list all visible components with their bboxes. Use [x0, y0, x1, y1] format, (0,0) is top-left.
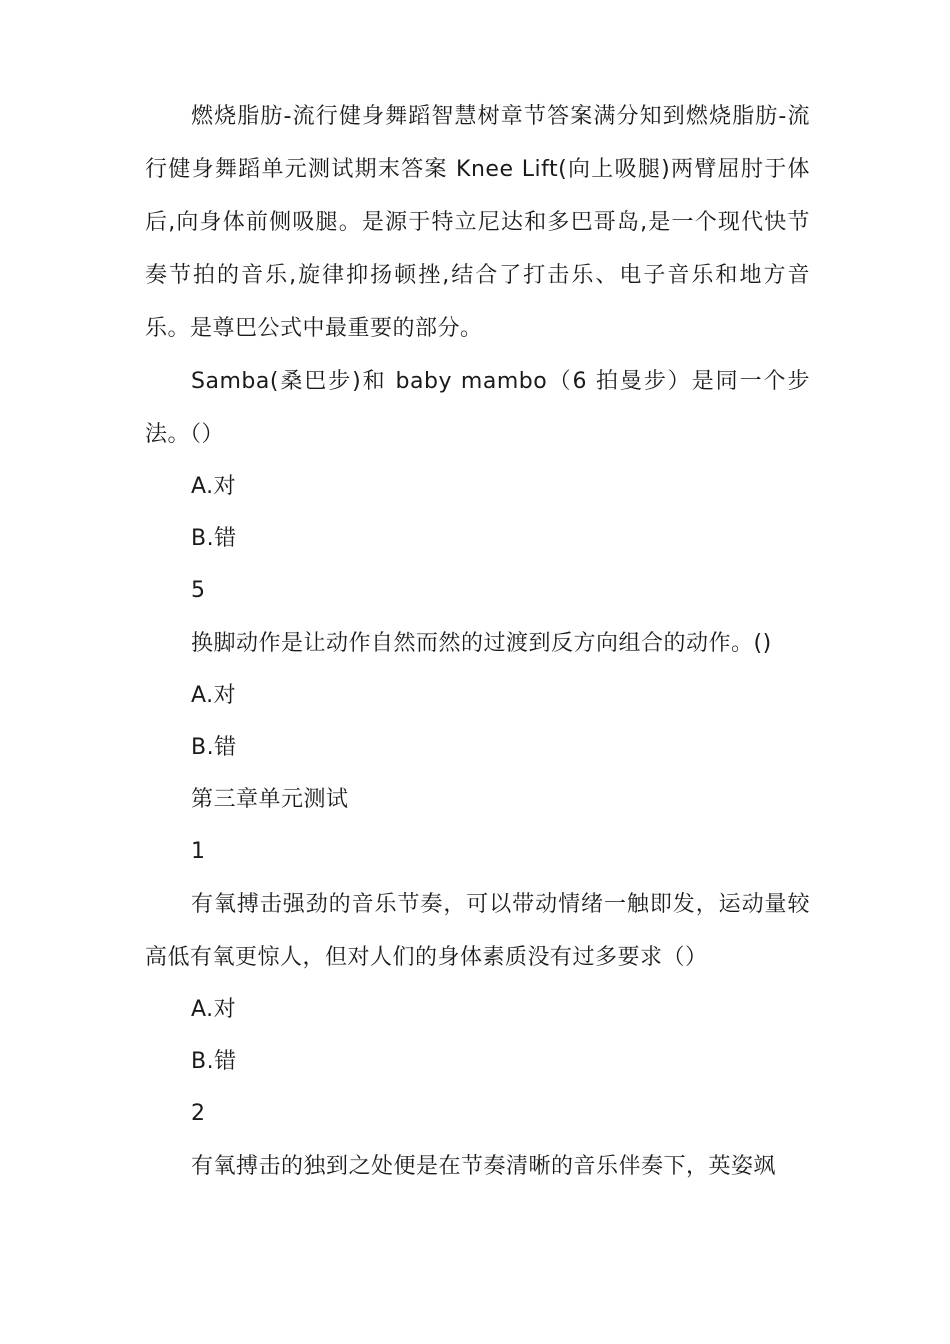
chapter-heading: 第三章单元测试: [191, 787, 349, 812]
document-body: [145, 90, 810, 1193]
question-samba: Samba(桑巴步)和 baby mambo（6 拍曼步）是同一个步法。（）: [145, 369, 810, 447]
question-5: 换脚动作是让动作自然而然的过渡到反方向组合的动作。(): [191, 631, 772, 656]
option-b: B.错: [191, 1049, 237, 1074]
option-b: B.错: [191, 735, 237, 760]
question-number: 2: [191, 1101, 206, 1126]
question-1: 有氧搏击强劲的音乐节奏，可以带动情绪一触即发，运动量较高低有氧更惊人，但对人们的身体素质没有过多要求（）: [145, 892, 810, 970]
option-b: B.错: [191, 526, 237, 551]
option-a: A.对: [191, 474, 237, 499]
question-2: 有氧搏击的独到之处便是在节奏清晰的音乐伴奏下，英姿飒: [191, 1154, 777, 1179]
option-a: A.对: [191, 997, 237, 1022]
question-number: 1: [191, 839, 206, 864]
intro-paragraph: 燃烧脂肪-流行健身舞蹈智慧树章节答案满分知到燃烧脂肪-流行健身舞蹈单元测试期末答案 Knee Lift(向上吸腿)两臂屈肘于体后,向身体前侧吸腿。是源于特立尼达和多巴哥岛,是一个现代快节奏节拍的音乐,旋律抑扬顿挫,结合了打击乐、电子音乐和地方音乐。是尊巴公式中最重要的部分。: [145, 104, 810, 341]
option-a: A.对: [191, 683, 237, 708]
question-number: 5: [191, 578, 206, 603]
